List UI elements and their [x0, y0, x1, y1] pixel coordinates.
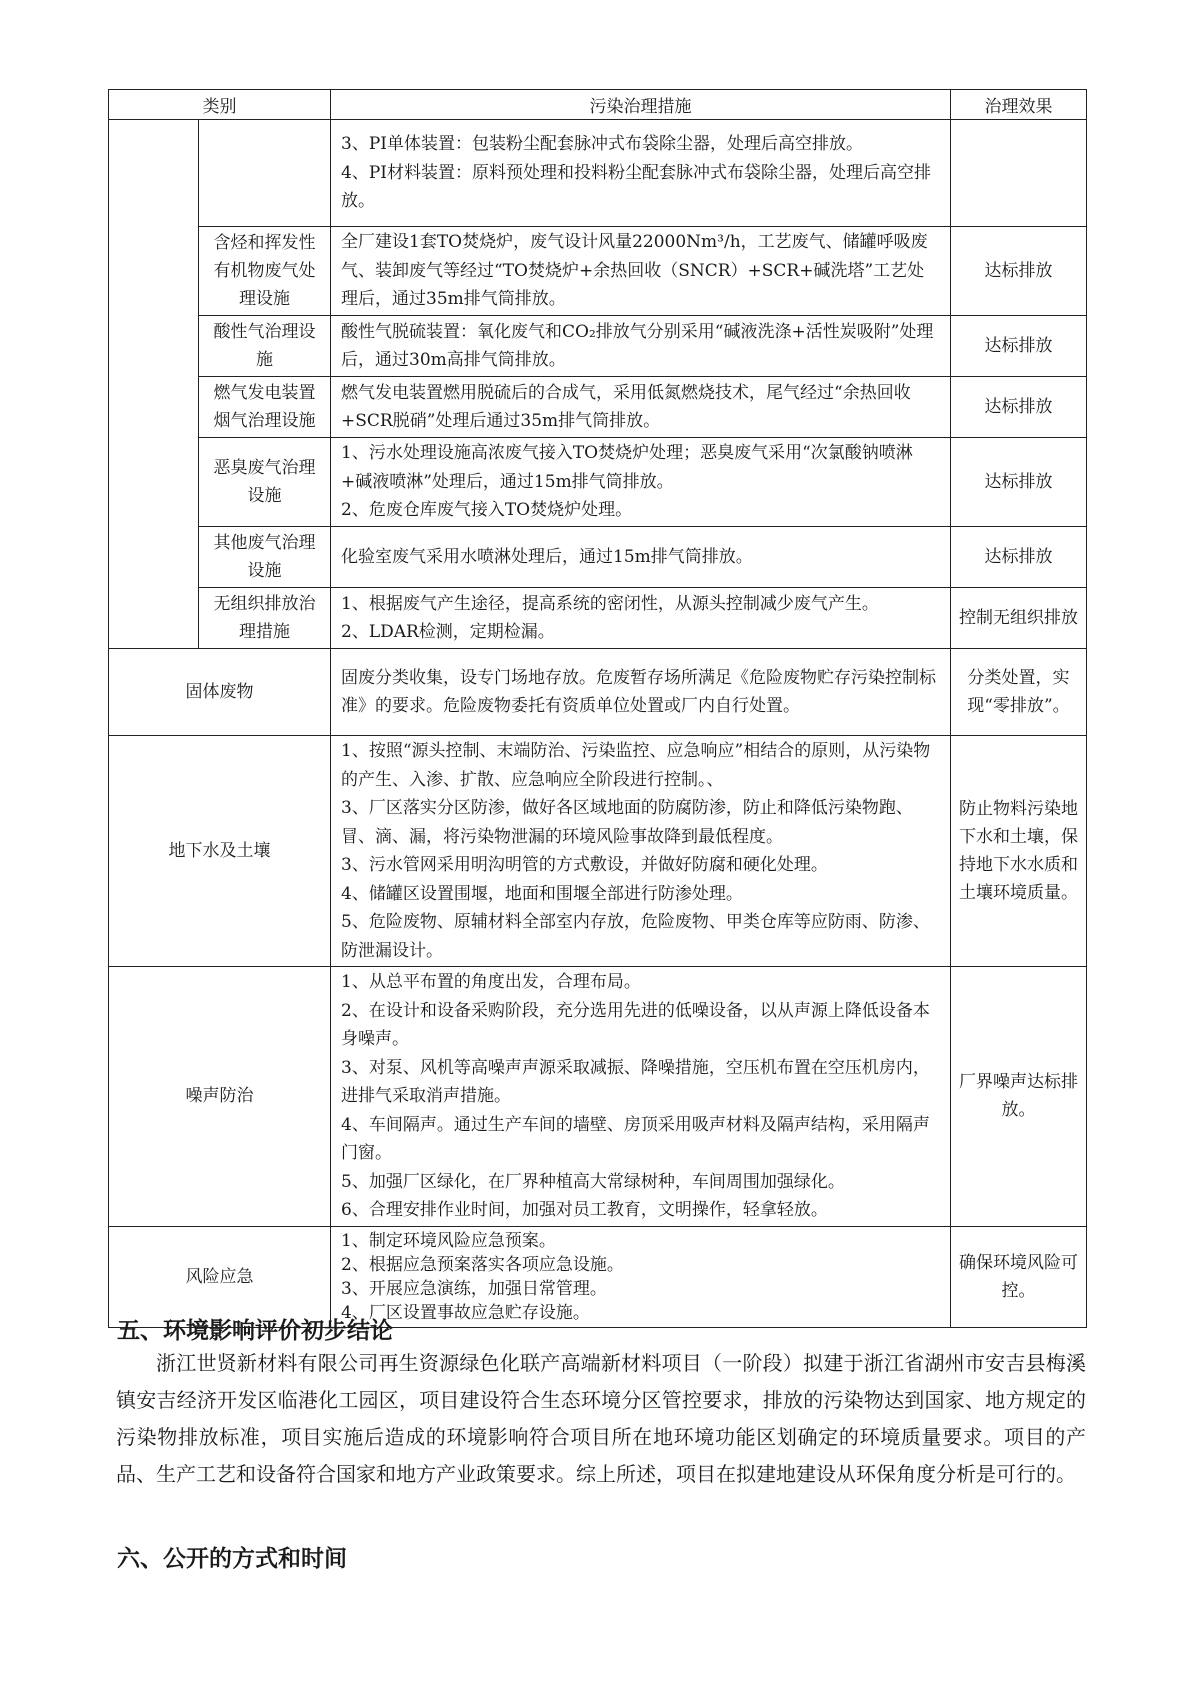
measure-line: 2、在设计和设备采购阶段，充分选用先进的低噪设备，以从声源上降低设备本身噪声。 [341, 1000, 930, 1049]
measure-line: 3、开展应急演练，加强日常管理。 [341, 1278, 607, 1299]
measure-line: 3、对泵、风机等高噪声声源采取减振、降噪措施，空压机布置在空压机房内，进排气采取消声措施。 [341, 1057, 930, 1106]
subcategory-cell: 其他废气治理设施 [199, 527, 331, 588]
header-measures: 污染治理措施 [331, 90, 951, 120]
subcategory-cell: 燃气发电装置烟气治理设施 [199, 377, 331, 438]
subcategory-cell: 酸性气治理设施 [199, 316, 331, 377]
subcategory-cell: 含烃和挥发性有机物废气处理设施 [199, 227, 331, 316]
measures-cell [331, 438, 951, 527]
measure-line: 酸性气脱硫装置：氧化废气和CO₂排放气分别采用“碱液洗涤+活性炭吸附”处理后，通过30m高排气筒排放。 [341, 321, 934, 370]
measure-line: 3、PI单体装置：包装粉尘配套脉冲式布袋除尘器，处理后高空排放。 [341, 134, 863, 155]
measures-cell [331, 227, 951, 316]
table-row [109, 227, 1087, 316]
measure-line: 4、PI材料装置：原料预处理和投料粉尘配套脉冲式布袋除尘器，处理后高空排放。 [341, 162, 931, 212]
effect-cell [951, 120, 1087, 227]
header-effect: 治理效果 [951, 90, 1087, 120]
section-5-heading: 五、环境影响评价初步结论 [117, 1318, 393, 1344]
measure-line: 4、车间隔声。通过生产车间的墙壁、房顶采用吸声材料及隔声结构，采用隔声门窗。 [341, 1114, 930, 1163]
measures-cell [331, 736, 951, 967]
category-cell: 固体废物 [109, 649, 331, 736]
effect-cell: 防止物料污染地下水和土壤，保持地下水水质和土壤环境质量。 [951, 736, 1087, 967]
measures-cell [331, 1226, 951, 1327]
category-cell: 风险应急 [109, 1226, 331, 1327]
measures-cell [331, 649, 951, 736]
effect-cell: 达标排放 [951, 377, 1087, 438]
effect-cell: 控制无组织排放 [951, 588, 1087, 649]
measure-line: 1、污水处理设施高浓废气接入TO焚烧炉处理；恶臭废气采用“次氯酸钠喷淋+碱液喷淋”处理后，通过15m排气筒排放。 [341, 443, 913, 492]
measure-line: 2、危废仓库废气接入TO焚烧炉处理。 [341, 500, 633, 521]
category-cell: 地下水及土壤 [109, 736, 331, 967]
effect-cell: 分类处置，实现“零排放”。 [951, 649, 1087, 736]
section-6-heading: 六、公开的方式和时间 [117, 1546, 347, 1572]
effect-cell: 达标排放 [951, 438, 1087, 527]
measures-cell [331, 377, 951, 438]
measure-line: 3、污水管网采用明沟明管的方式敷设，并做好防腐和硬化处理。 [341, 855, 828, 875]
header-category: 类别 [109, 90, 331, 120]
measures-cell [331, 527, 951, 588]
table-row [109, 649, 1087, 736]
table-row [109, 316, 1087, 377]
measure-line: 4、厂区设置事故应急贮存设施。 [341, 1302, 590, 1323]
measure-line: 燃气发电装置燃用脱硫后的合成气，采用低氮燃烧技术，尾气经过“余热回收+SCR脱硝”处理后通过35m排气筒排放。 [341, 382, 911, 431]
category-cell: 噪声防治 [109, 967, 331, 1227]
pollution-control-table [108, 89, 1087, 1328]
table-row [109, 377, 1087, 438]
measure-line: 3、厂区落实分区防渗，做好各区域地面的防腐防渗，防止和降低污染物跑、冒、滴、漏，将污染物泄漏的环境风险事故降到最低程度。 [341, 798, 913, 847]
table-row [109, 736, 1087, 967]
table-row [109, 527, 1087, 588]
effect-cell: 达标排放 [951, 227, 1087, 316]
measure-line: 5、加强厂区绿化，在厂界种植高大常绿树种，车间周围加强绿化。 [341, 1171, 845, 1192]
table-header-row [109, 90, 1087, 120]
effect-cell: 达标排放 [951, 316, 1087, 377]
measure-line: 1、制定环境风险应急预案。 [341, 1230, 556, 1251]
measure-line: 固废分类收集，设专门场地存放。危废暂存场所满足《危险废物贮存污染控制标准》的要求。危险废物委托有资质单位处置或厂内自行处置。 [341, 667, 936, 716]
table-row [109, 588, 1087, 649]
measure-line: 6、合理安排作业时间，加强对员工教育，文明操作，轻拿轻放。 [341, 1200, 828, 1220]
table-row [109, 438, 1087, 527]
measure-line: 1、从总平布置的角度出发，合理布局。 [341, 972, 641, 992]
subcategory-cell: 恶臭废气治理设施 [199, 438, 331, 527]
measures-cell [331, 120, 951, 227]
measure-line: 1、按照“源头控制、末端防治、污染监控、应急响应”相结合的原则，从污染物的产生、入渗、扩散、应急响应全阶段进行控制。、 [341, 741, 931, 790]
measure-line: 1、根据废气产生途径，提高系统的密闭性，从源头控制减少废气产生。 [341, 593, 879, 614]
waste-gas-category-cell [109, 120, 199, 649]
measure-line: 2、根据应急预案落实各项应急设施。 [341, 1254, 624, 1275]
measure-line: 全厂建设1套TO焚烧炉，废气设计风量22000Nm³/h，工艺废气、储罐呼吸废气、装卸废气等经过“TO焚烧炉+余热回收（SNCR）+SCR+碱洗塔”工艺处理后，通过35m排气筒排放。 [341, 232, 928, 310]
subcategory-cell: 无组织排放治理措施 [199, 588, 331, 649]
table-row [109, 120, 1087, 227]
effect-cell: 达标排放 [951, 527, 1087, 588]
effect-cell: 厂界噪声达标排放。 [951, 967, 1087, 1227]
measures-cell [331, 316, 951, 377]
table-row [109, 967, 1087, 1227]
section-5-paragraph: 浙江世贤新材料有限公司再生资源绿色化联产高端新材料项目（一阶段）拟建于浙江省湖州市安吉县梅溪镇安吉经济开发区临港化工园区，项目建设符合生态环境分区管控要求，排放的污染物达到国家、地方规定的污染物排放标准，项目实施后造成的环境影响符合项目所在地环境功能区划确定的环境质量要求。项目的产品、生产工艺和设备符合国家和地方产业政策要求。综上所述，项目在拟建地建设从环保角度分析是可行的。 [116, 1351, 1086, 1486]
measure-line: 4、储罐区设置围堰，地面和围堰全部进行防渗处理。 [341, 883, 743, 904]
measure-line: 化验室废气采用水喷淋处理后，通过15m排气筒排放。 [341, 546, 753, 567]
measures-cell [331, 588, 951, 649]
measure-line: 2、LDAR检测，定期检漏。 [341, 622, 555, 642]
measures-cell [331, 967, 951, 1227]
effect-cell: 确保环境风险可控。 [951, 1226, 1087, 1327]
subcategory-cell [199, 120, 331, 227]
measure-line: 5、危险废物、原辅材料全部室内存放，危险废物、甲类仓库等应防雨、防渗、防泄漏设计。 [341, 912, 930, 961]
